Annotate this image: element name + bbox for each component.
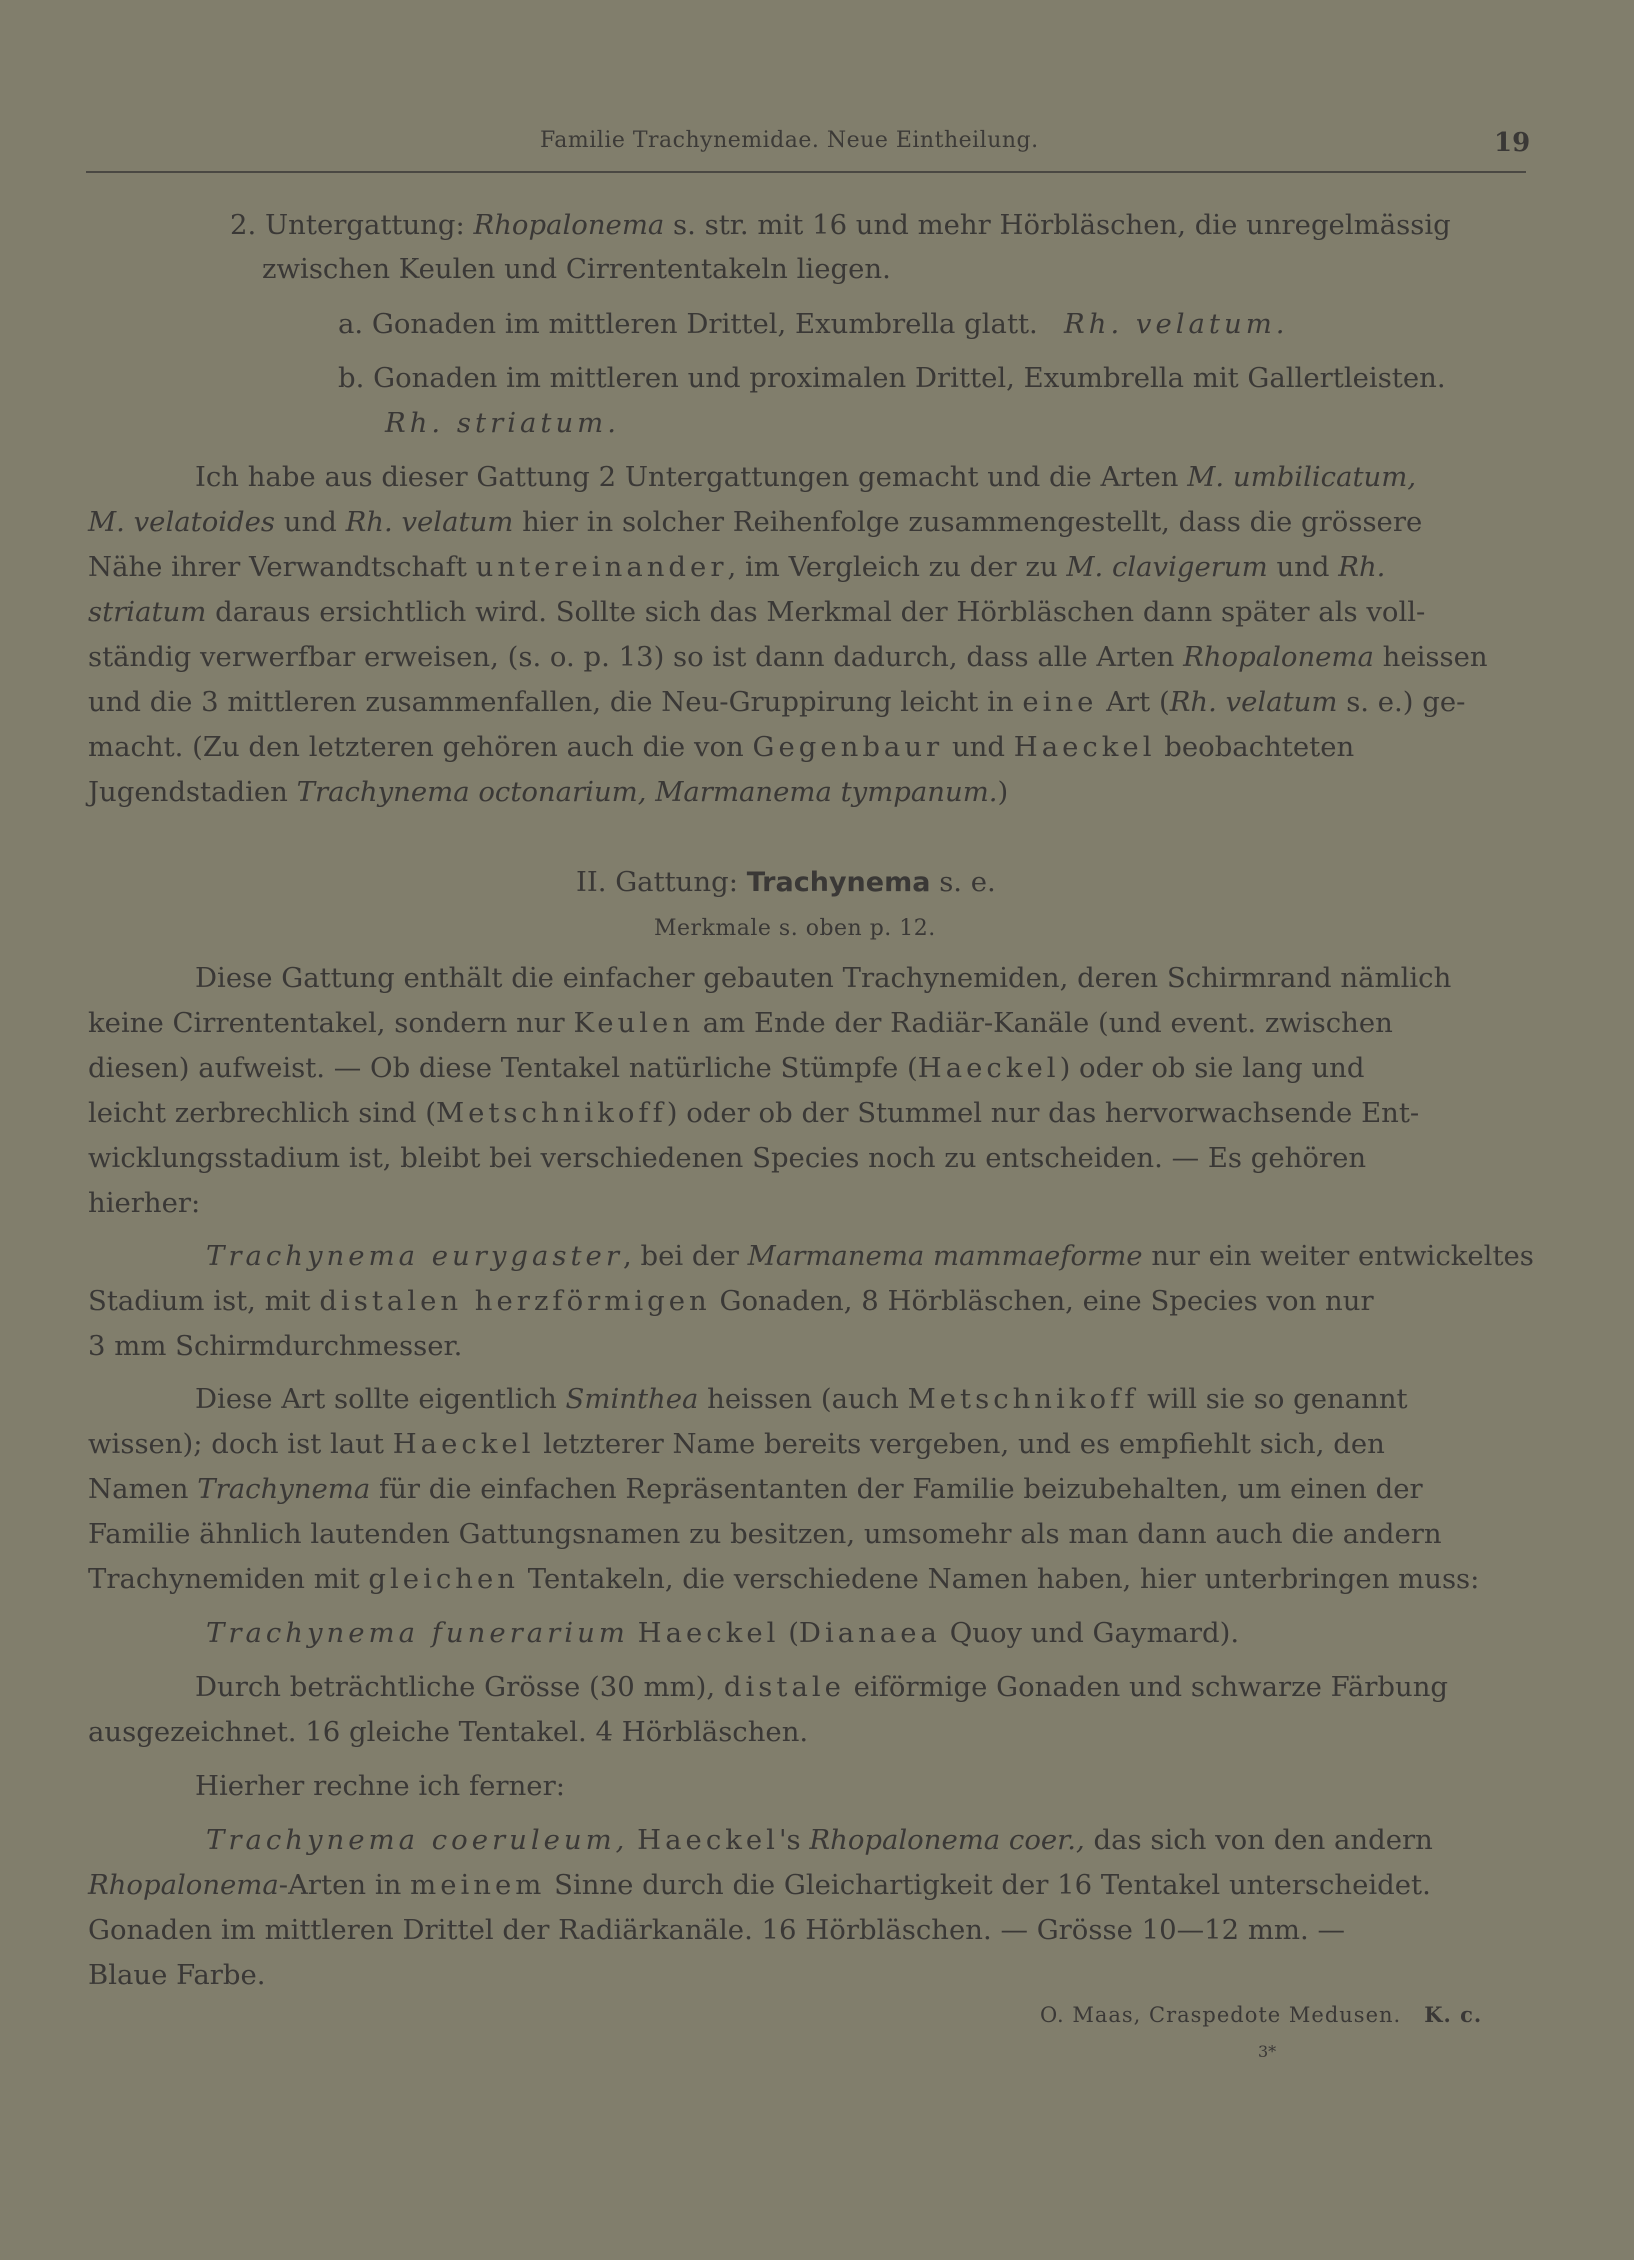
para4-line-1: Diese Art sollte eigentlich Sminthea heissen (auch Metschnikoff will sie so genannt	[195, 1383, 1408, 1415]
para1-line-4: striatum daraus ersichtlich wird. Sollte sich das Merkmal der Hörbläschen dann später als voll-	[88, 596, 1426, 628]
para6-line-1: Durch beträchtliche Grösse (30 mm), distale eiförmige Gonaden und schwarze Färbung	[195, 1671, 1449, 1703]
subgenus-2-line-2: zwischen Keulen und Cirrententakeln liegen.	[262, 253, 891, 285]
para1-line-7: macht. (Zu den letzteren gehören auch die von Gegenbaur und Haeckel beobachteten	[88, 731, 1355, 763]
para8-line-4: Blaue Farbe.	[88, 1959, 266, 1991]
para2-line-1: Diese Gattung enthält die einfacher gebauten Trachynemiden, deren Schirmrand nämlich	[195, 962, 1452, 994]
para4-line-4: Familie ähnlich lautenden Gattungsnamen zu besitzen, umsomehr als man dann auch die andern	[88, 1518, 1442, 1550]
subgenus-2-line-1: 2. Untergattung: Rhopalonema s. str. mit 16 und mehr Hörbläschen, die unregelmässig	[230, 209, 1451, 241]
para6-line-2: ausgezeichnet. 16 gleiche Tentakel. 4 Hörbläschen.	[88, 1716, 809, 1748]
para7-line-1: Hierher rechne ich ferner:	[195, 1770, 565, 1802]
running-head: Familie Trachynemidae. Neue Eintheilung.	[540, 128, 1039, 153]
para8-line-1: Trachynema coeruleum, Haeckel's Rhopalonema coer., das sich von den andern	[206, 1824, 1433, 1856]
para3-line-3: 3 mm Schirmdurchmesser.	[88, 1330, 463, 1362]
para2-line-2: keine Cirrententakel, sondern nur Keulen am Ende der Radiär-Kanäle (und event. zwischen	[88, 1007, 1393, 1039]
para8-line-3: Gonaden im mittleren Drittel der Radiärkanäle. 16 Hörbläschen. — Grösse 10—12 mm. —	[88, 1914, 1345, 1946]
para1-line-6: und die 3 mittleren zusammenfallen, die Neu-Gruppirung leicht in eine Art (Rh. velatum s. e.) ge-	[88, 686, 1466, 718]
para1-line-2: M. velatoides und Rh. velatum hier in solcher Reihenfolge zusammengestellt, dass die grössere	[88, 506, 1423, 538]
para2-line-4: leicht zerbrechlich sind (Metschnikoff) oder ob der Stummel nur das hervorwachsende Ent-	[88, 1097, 1420, 1129]
para8-line-2: Rhopalonema-Arten in meinem Sinne durch die Gleichartigkeit der 16 Tentakel unterscheidet.	[88, 1869, 1431, 1901]
para4-line-3: Namen Trachynema für die einfachen Repräsentanten der Familie beizubehalten, um einen der	[88, 1473, 1423, 1505]
page-number: 19	[1494, 128, 1531, 158]
para4-line-5: Trachynemiden mit gleichen Tentakeln, die verschiedene Namen haben, hier unterbringen muss:	[88, 1563, 1480, 1595]
para1-line-3: Nähe ihrer Verwandtschaft untereinander, im Vergleich zu der zu M. clavigerum und Rh.	[88, 551, 1386, 583]
item-b-species: Rh. striatum.	[385, 407, 620, 439]
para1-line-1: Ich habe aus dieser Gattung 2 Untergattungen gemacht und die Arten M. umbilicatum,	[195, 461, 1417, 493]
para2-line-5: wicklungsstadium ist, bleibt bei verschiedenen Species noch zu entscheiden. — Es gehören	[88, 1142, 1367, 1174]
signature-mark: 3*	[1258, 2042, 1277, 2061]
para1-line-5: ständig verwerfbar erweisen, (s. o. p. 13) so ist dann dadurch, dass alle Arten Rhopalonema heissen	[88, 641, 1488, 673]
para2-line-6: hierher:	[88, 1187, 201, 1219]
printer-signature: O. Maas, Craspedote Medusen. K. c.	[1040, 2002, 1483, 2027]
section-heading: II. Gattung: Trachynema s. e.	[576, 866, 996, 898]
para3-line-1: Trachynema eurygaster, bei der Marmanema mammaeforme nur ein weiter entwickeltes	[206, 1240, 1534, 1272]
para3-line-2: Stadium ist, mit distalen herzförmigen Gonaden, 8 Hörbläschen, eine Species von nur	[88, 1285, 1374, 1317]
section-subheading: Merkmale s. oben p. 12.	[654, 916, 936, 941]
header-rule	[86, 171, 1526, 173]
item-a: a. Gonaden im mittleren Drittel, Exumbrella glatt. Rh. velatum.	[338, 308, 1289, 340]
para4-line-2: wissen); doch ist laut Haeckel letzterer Name bereits vergeben, und es empfiehlt sich, den	[88, 1428, 1385, 1460]
para5-line-1: Trachynema funerarium Haeckel (Dianaea Quoy und Gaymard).	[206, 1617, 1240, 1649]
para1-line-8: Jugendstadien Trachynema octonarium, Marmanema tympanum.)	[88, 776, 1009, 808]
item-b: b. Gonaden im mittleren und proximalen Drittel, Exumbrella mit Gallertleisten.	[338, 362, 1446, 394]
para2-line-3: diesen) aufweist. — Ob diese Tentakel natürliche Stümpfe (Haeckel) oder ob sie lang und	[88, 1052, 1365, 1084]
